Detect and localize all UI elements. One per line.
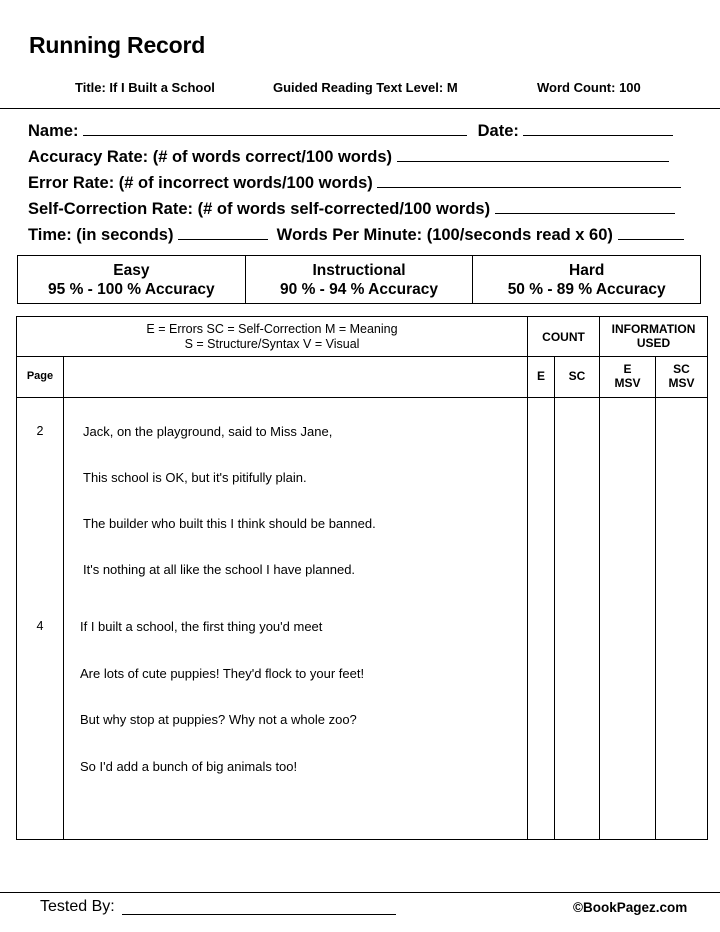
date-label: Date: bbox=[477, 122, 519, 140]
page-number: 4 bbox=[36, 619, 44, 633]
header-divider bbox=[0, 108, 720, 109]
table-col-divider bbox=[527, 317, 528, 839]
text-line: It's nothing at all like the school I have planned. bbox=[83, 562, 356, 577]
tested-by-blank[interactable] bbox=[122, 914, 396, 915]
text-line: But why stop at puppies? Why not a whole zoo? bbox=[80, 712, 357, 727]
level-range: 95 % - 100 % Accuracy bbox=[48, 281, 215, 298]
sc-msv-line: MSV bbox=[668, 376, 695, 390]
count-header: COUNT bbox=[542, 330, 585, 344]
accuracy-level-instructional bbox=[245, 256, 473, 303]
accuracy-rate-label: Accuracy Rate: (# of words correct/100 words) bbox=[28, 148, 393, 166]
time-label: Time: (in seconds) bbox=[28, 226, 174, 244]
wpm-label: Words Per Minute: (100/seconds read x 60) bbox=[276, 226, 613, 244]
info-used-header bbox=[600, 322, 707, 350]
e-msv-line: MSV bbox=[614, 376, 641, 390]
name-row bbox=[28, 121, 673, 141]
e-msv-line: E bbox=[623, 362, 632, 376]
page-number: 2 bbox=[36, 424, 44, 438]
accuracy-level-easy bbox=[18, 256, 245, 303]
info-header-line: USED bbox=[636, 336, 671, 350]
error-rate-label: Error Rate: (# of incorrect words/100 words) bbox=[28, 174, 373, 192]
text-line: This school is OK, but it's pitifully plain. bbox=[83, 470, 307, 485]
text-line: Are lots of cute puppies! They'd flock to your feet! bbox=[80, 666, 365, 681]
table-col-divider bbox=[599, 317, 600, 839]
sc-msv-header bbox=[656, 362, 707, 390]
word-count: Word Count: 100 bbox=[537, 80, 641, 95]
footer-divider bbox=[0, 892, 720, 893]
accuracy-level-hard bbox=[472, 256, 700, 303]
name-label: Name: bbox=[28, 122, 79, 140]
name-blank[interactable] bbox=[83, 121, 467, 136]
level-name: Easy bbox=[113, 262, 150, 279]
self-correction-blank[interactable] bbox=[495, 199, 675, 214]
table-row-divider bbox=[17, 356, 707, 357]
text-level: Guided Reading Text Level: M bbox=[273, 80, 458, 95]
error-rate-row bbox=[28, 173, 681, 193]
table-col-divider bbox=[554, 356, 555, 839]
time-blank[interactable] bbox=[178, 225, 268, 240]
time-row bbox=[28, 225, 684, 245]
table-row-divider bbox=[17, 397, 707, 398]
table-col-divider bbox=[655, 356, 656, 839]
accuracy-levels bbox=[17, 255, 701, 304]
level-name: Instructional bbox=[312, 262, 406, 279]
text-line: So I'd add a bunch of big animals too! bbox=[80, 759, 298, 774]
sc-msv-line: SC bbox=[673, 362, 690, 376]
date-blank[interactable] bbox=[523, 121, 673, 136]
accuracy-rate-row bbox=[28, 147, 669, 167]
accuracy-rate-blank[interactable] bbox=[397, 147, 669, 162]
page-header: Page bbox=[26, 370, 54, 382]
e-msv-header bbox=[600, 362, 655, 390]
text-line: If I built a school, the first thing you'd meet bbox=[80, 619, 323, 634]
record-table bbox=[16, 316, 708, 840]
legend-line: S = Structure/Syntax V = Visual bbox=[184, 337, 360, 351]
text-line: Jack, on the playground, said to Miss Jane, bbox=[83, 424, 333, 439]
legend-line: E = Errors SC = Self-Correction M = Meaning bbox=[146, 322, 398, 336]
error-rate-blank[interactable] bbox=[377, 173, 681, 188]
book-title: Title: If I Built a School bbox=[75, 80, 215, 95]
code-legend bbox=[17, 322, 527, 352]
e-header: E bbox=[536, 369, 545, 383]
level-range: 90 % - 94 % Accuracy bbox=[280, 281, 438, 298]
copyright: ©BookPagez.com bbox=[573, 900, 688, 915]
level-name: Hard bbox=[569, 262, 605, 279]
sc-header: SC bbox=[568, 369, 586, 383]
tested-by-label: Tested By: bbox=[40, 898, 115, 915]
text-line: The builder who built this I think should be banned. bbox=[83, 516, 376, 531]
page-title: Running Record bbox=[29, 32, 206, 58]
table-col-divider bbox=[63, 356, 64, 839]
self-correction-row bbox=[28, 199, 675, 219]
info-header-line: INFORMATION bbox=[611, 322, 696, 336]
self-correction-label: Self-Correction Rate: (# of words self-corrected/100 words) bbox=[28, 200, 491, 218]
level-range: 50 % - 89 % Accuracy bbox=[507, 281, 666, 298]
wpm-blank[interactable] bbox=[618, 225, 684, 240]
